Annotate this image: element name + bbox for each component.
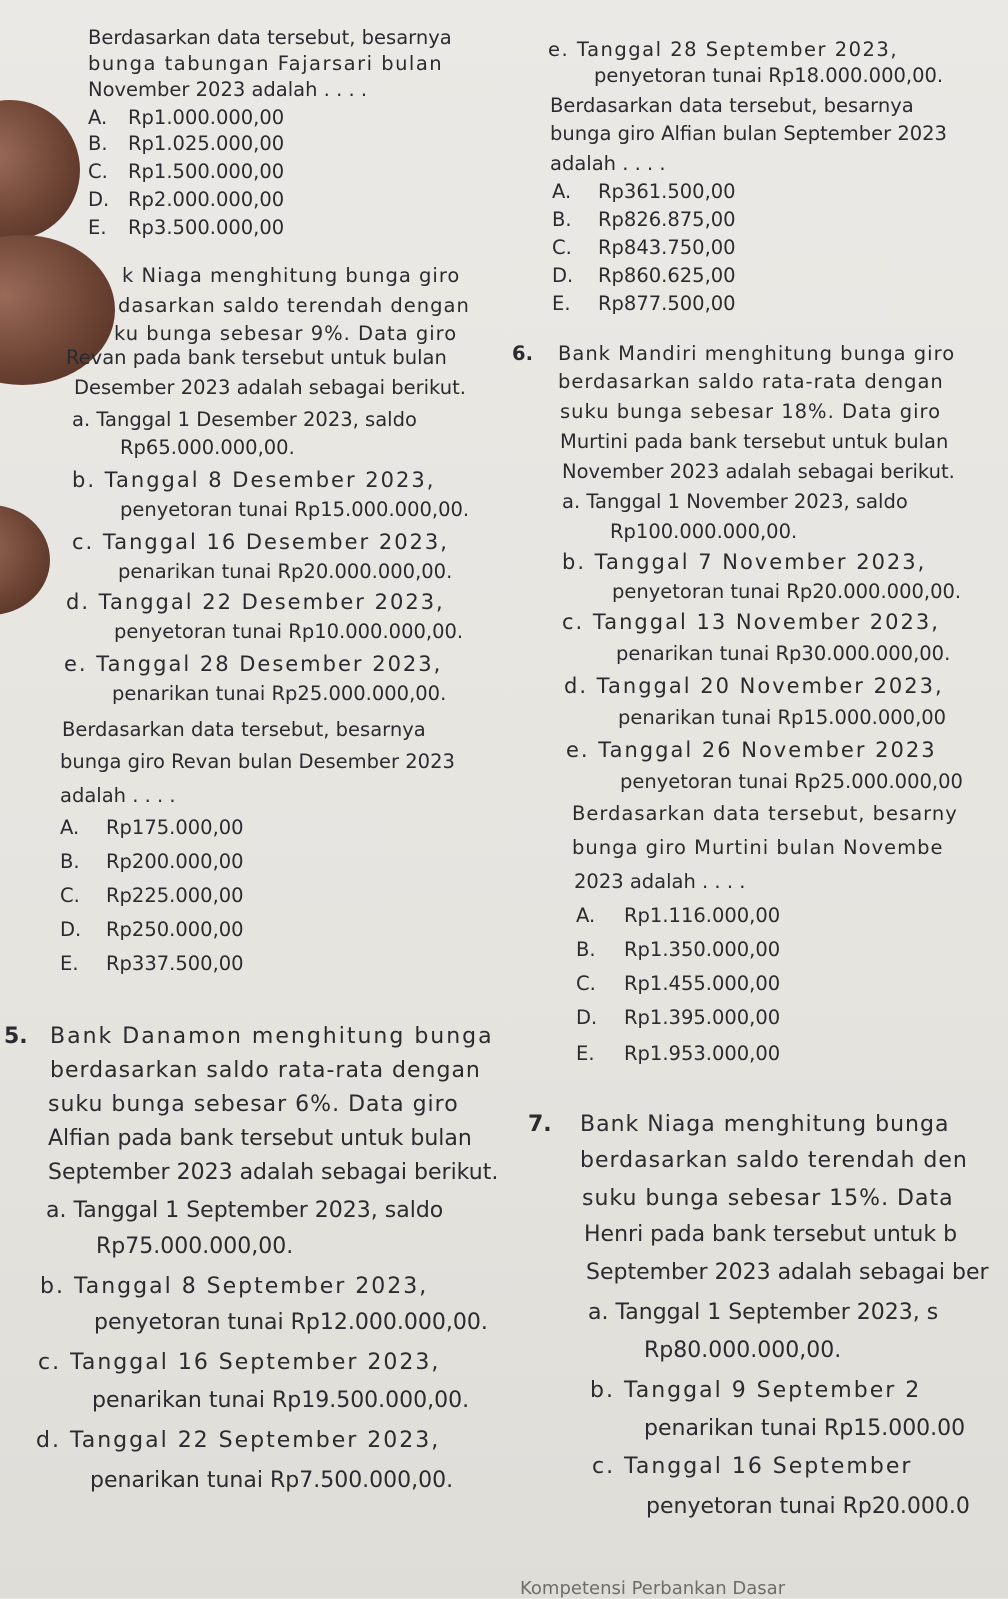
q5-option-c-text: Rp843.750,00: [598, 236, 736, 259]
q5-stem-2: berdasarkan saldo rata-rata dengan: [50, 1058, 481, 1083]
q6-option-e-letter: E.: [576, 1042, 595, 1065]
q-revan-ask-1: Berdasarkan data tersebut, besarnya: [62, 718, 426, 741]
q6-item-e-2: penyetoran tunai Rp25.000.000,00: [620, 770, 963, 793]
q6-option-c-letter: C.: [576, 972, 596, 995]
q4-option-b-letter: B.: [88, 132, 108, 155]
q6-ask-2: bunga giro Murtini bulan Novembe: [572, 836, 944, 859]
q6-stem-3: suku bunga sebesar 18%. Data giro: [560, 400, 942, 423]
q4-option-d-text: Rp2.000.000,00: [128, 188, 285, 211]
q-revan-ask-3: adalah . . . .: [60, 784, 176, 807]
q7-stem-4: Henri pada bank tersebut untuk b: [584, 1222, 958, 1247]
q-revan-option-b-letter: B.: [60, 850, 80, 873]
q6-option-b-letter: B.: [576, 938, 596, 961]
q4-option-a-text: Rp1.000.000,00: [128, 106, 285, 129]
q-revan-option-e-text: Rp337.500,00: [106, 952, 244, 975]
q-revan-option-e-letter: E.: [60, 952, 79, 975]
q4-intro-3: November 2023 adalah . . . .: [88, 78, 368, 101]
q5-option-d-letter: D.: [552, 264, 574, 287]
q6-stem-2: berdasarkan saldo rata-rata dengan: [558, 370, 944, 393]
q5-option-b-text: Rp826.875,00: [598, 208, 736, 231]
q5-option-e-text: Rp877.500,00: [598, 292, 736, 315]
q4-option-a-letter: A.: [88, 106, 108, 129]
q5-option-e-letter: E.: [552, 292, 571, 315]
q-revan-stem-3: ku bunga sebesar 9%. Data giro: [114, 322, 458, 345]
q-revan-option-c-letter: C.: [60, 884, 80, 907]
q5-option-d-text: Rp860.625,00: [598, 264, 736, 287]
q5-item-c-2: penarikan tunai Rp19.500.000,00.: [92, 1388, 470, 1413]
q5-ask-1: Berdasarkan data tersebut, besarnya: [550, 94, 914, 117]
q7-number: 7.: [528, 1112, 552, 1137]
q6-option-d-letter: D.: [576, 1006, 598, 1029]
q-revan-item-a-2: Rp65.000.000,00.: [120, 436, 295, 459]
q-revan-item-e-2: penarikan tunai Rp25.000.000,00.: [112, 682, 447, 705]
q-revan-option-a-text: Rp175.000,00: [106, 816, 244, 839]
q7-item-b-1: b. Tanggal 9 September 2: [590, 1378, 922, 1403]
q4-option-c-text: Rp1.500.000,00: [128, 160, 285, 183]
q-revan-item-b-2: penyetoran tunai Rp15.000.000,00.: [120, 498, 470, 521]
q5-option-a-text: Rp361.500,00: [598, 180, 736, 203]
q4-option-e-letter: E.: [88, 216, 107, 239]
q6-item-d-2: penarikan tunai Rp15.000.000,00: [618, 706, 947, 729]
q6-option-a-letter: A.: [576, 904, 596, 927]
q6-item-e-1: e. Tanggal 26 November 2023: [566, 738, 937, 762]
q-revan-option-d-text: Rp250.000,00: [106, 918, 244, 941]
q6-ask-3: 2023 adalah . . . .: [574, 870, 746, 893]
q6-stem-4: Murtini pada bank tersebut untuk bulan: [560, 430, 949, 453]
q5-option-a-letter: A.: [552, 180, 572, 203]
q5-number: 5.: [4, 1024, 28, 1049]
q5-option-b-letter: B.: [552, 208, 572, 231]
q-revan-option-c-text: Rp225.000,00: [106, 884, 244, 907]
q6-item-b-1: b. Tanggal 7 November 2023,: [562, 550, 927, 574]
q5-stem-5: September 2023 adalah sebagai berikut.: [48, 1160, 499, 1185]
q5-stem-4: Alfian pada bank tersebut untuk bulan: [48, 1126, 472, 1151]
q5-item-a-2: Rp75.000.000,00.: [96, 1234, 294, 1259]
q5-item-d-2: penarikan tunai Rp7.500.000,00.: [90, 1468, 454, 1493]
q6-item-b-2: penyetoran tunai Rp20.000.000,00.: [612, 580, 962, 603]
q-revan-option-b-text: Rp200.000,00: [106, 850, 244, 873]
q5-item-e-2: penyetoran tunai Rp18.000.000,00.: [594, 64, 944, 87]
q5-ask-3: adalah . . . .: [550, 152, 666, 175]
page-footer-fragment: Kompetensi Perbankan Dasar: [520, 1578, 786, 1599]
q-revan-item-c-2: penarikan tunai Rp20.000.000,00.: [118, 560, 453, 583]
q-revan-item-d-1: d. Tanggal 22 Desember 2023,: [66, 590, 445, 614]
q6-item-d-1: d. Tanggal 20 November 2023,: [564, 674, 944, 698]
q4-intro-2: bunga tabungan Fajarsari bulan: [88, 52, 444, 75]
q7-item-a-2: Rp80.000.000,00.: [644, 1338, 842, 1363]
q6-item-a-2: Rp100.000.000,00.: [610, 520, 798, 543]
q7-item-b-2: penarikan tunai Rp15.000.00: [644, 1416, 966, 1441]
q6-option-b-text: Rp1.350.000,00: [624, 938, 781, 961]
q-revan-item-c-1: c. Tanggal 16 Desember 2023,: [72, 530, 449, 554]
q-revan-item-a-1: a. Tanggal 1 Desember 2023, saldo: [72, 408, 417, 431]
finger-top: [0, 100, 80, 240]
q-revan-item-d-2: penyetoran tunai Rp10.000.000,00.: [114, 620, 464, 643]
q7-stem-3: suku bunga sebesar 15%. Data: [582, 1186, 954, 1211]
q6-stem-5: November 2023 adalah sebagai berikut.: [562, 460, 955, 483]
q6-number: 6.: [512, 342, 533, 365]
q4-intro-1: Berdasarkan data tersebut, besarnya: [88, 26, 452, 49]
q4-option-b-text: Rp1.025.000,00: [128, 132, 285, 155]
q-revan-item-e-1: e. Tanggal 28 Desember 2023,: [64, 652, 443, 676]
q4-option-d-letter: D.: [88, 188, 110, 211]
q-revan-ask-2: bunga giro Revan bulan Desember 2023: [60, 750, 455, 773]
q4-option-c-letter: C.: [88, 160, 108, 183]
q5-item-b-1: b. Tanggal 8 September 2023,: [40, 1274, 429, 1299]
q7-stem-5: September 2023 adalah sebagai ber: [586, 1260, 989, 1285]
q5-ask-2: bunga giro Alfian bulan September 2023: [550, 122, 947, 145]
q6-ask-1: Berdasarkan data tersebut, besarny: [572, 802, 958, 825]
q7-stem-2: berdasarkan saldo terendah den: [580, 1148, 968, 1173]
q6-option-d-text: Rp1.395.000,00: [624, 1006, 781, 1029]
q7-item-c-2: penyetoran tunai Rp20.000.0: [646, 1494, 970, 1519]
q-revan-stem-5: Desember 2023 adalah sebagai berikut.: [74, 376, 466, 399]
q5-item-e-1: e. Tanggal 28 September 2023,: [548, 38, 899, 61]
q5-option-c-letter: C.: [552, 236, 572, 259]
q-revan-item-b-1: b. Tanggal 8 Desember 2023,: [72, 468, 436, 492]
q-revan-stem-2: dasarkan saldo terendah dengan: [118, 294, 470, 317]
q7-stem-1: Bank Niaga menghitung bunga: [580, 1112, 950, 1137]
q6-option-a-text: Rp1.116.000,00: [624, 904, 781, 927]
q6-item-c-2: penarikan tunai Rp30.000.000,00.: [616, 642, 951, 665]
q5-item-d-1: d. Tanggal 22 September 2023,: [36, 1428, 441, 1453]
q4-option-e-text: Rp3.500.000,00: [128, 216, 285, 239]
q5-item-a-1: a. Tanggal 1 September 2023, saldo: [46, 1198, 444, 1223]
q5-stem-1: Bank Danamon menghitung bunga: [50, 1024, 494, 1049]
q7-item-a-1: a. Tanggal 1 September 2023, s: [588, 1300, 939, 1325]
q-revan-stem-1: k Niaga menghitung bunga giro: [122, 264, 461, 287]
q6-option-e-text: Rp1.953.000,00: [624, 1042, 781, 1065]
q-revan-option-d-letter: D.: [60, 918, 82, 941]
q6-option-c-text: Rp1.455.000,00: [624, 972, 781, 995]
q5-item-c-1: c. Tanggal 16 September 2023,: [38, 1350, 441, 1375]
finger-lower: [0, 505, 50, 615]
q6-item-a-1: a. Tanggal 1 November 2023, saldo: [562, 490, 908, 513]
q6-item-c-1: c. Tanggal 13 November 2023,: [562, 610, 940, 634]
q-revan-option-a-letter: A.: [60, 816, 80, 839]
q5-stem-3: suku bunga sebesar 6%. Data giro: [48, 1092, 459, 1117]
q-revan-stem-4: Revan pada bank tersebut untuk bulan: [66, 346, 447, 369]
q5-item-b-2: penyetoran tunai Rp12.000.000,00.: [94, 1310, 488, 1335]
q6-stem-1: Bank Mandiri menghitung bunga giro: [558, 342, 956, 365]
q7-item-c-1: c. Tanggal 16 September: [592, 1454, 913, 1479]
